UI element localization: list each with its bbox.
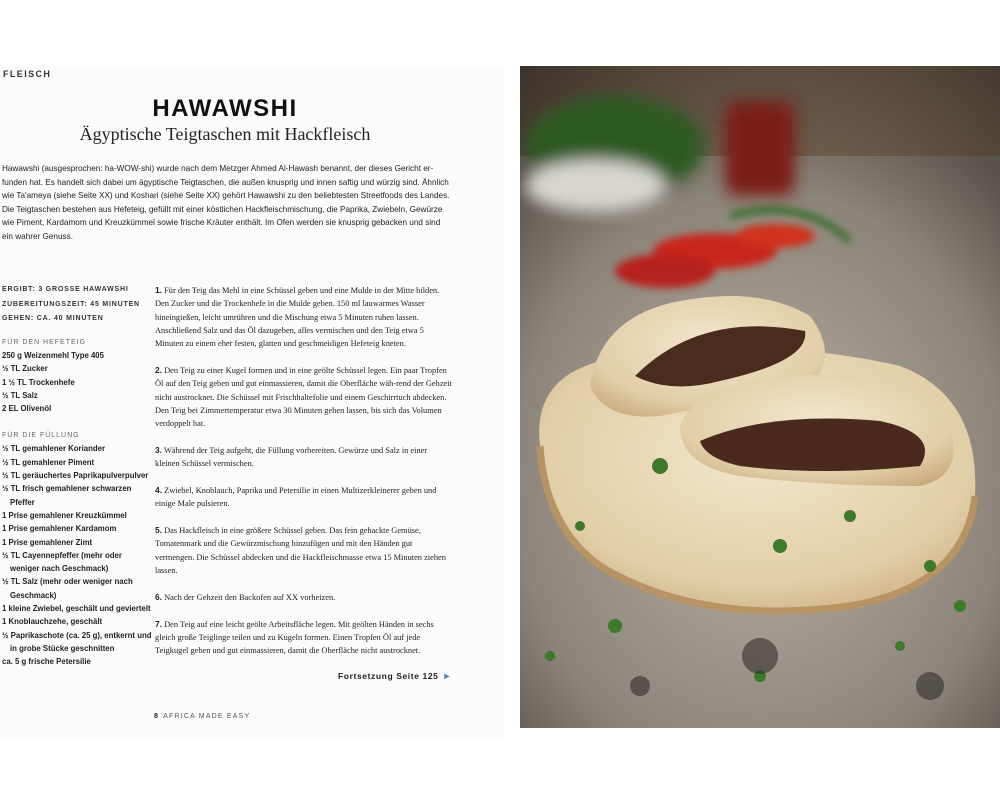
ingredient-item: ½ TL geräuchertes Paprikapulverpulver [2,471,149,481]
step-number: 4. [155,485,162,496]
ingredient-item: ½ Paprikaschote (ca. 25 g), entkernt und in grobe Stücke geschnitten [2,630,152,653]
step-text: Nach der Gehzeit den Backofen auf XX vorheizen. [164,592,336,602]
step-number: 6. [155,591,162,602]
hawawshi-photo-illustration [520,66,1000,728]
method-step [155,618,453,658]
ingredient-item: 1 Prise gemahlener Kardamom [2,524,117,534]
food-photo [520,66,1000,728]
rest-time-line: GEHEN: CA. 40 MINUTEN [2,315,104,322]
dough-heading: FÜR DEN HEFETEIG [2,339,87,346]
page-footer [154,713,250,720]
step-number: 2. [155,364,162,375]
ingredient-item: 1 Prise gemahlener Kreuzkümmel [2,510,127,520]
dough-items [2,349,152,415]
step-number: 5. [155,525,162,536]
continue-label: Fortsetzung Seite 125 [338,671,439,681]
step-text: Für den Teig das Mehl in eine Schüssel geben und eine Mulde in der Mitte bilden. Den Zucker und die Trockenhefe in die Mulde geben. 150 ml lauwarmes Wasser hineingießen, leicht umrühren und die Mischung etwa 5 Minuten ruhen lassen. Anschließend Salz und das Öl dazugeben, alles vermischen und den Teig etwa 5 Minuten zu einem eher festen, glatten und geschmeidigen Hefeteig kneten. [155,286,440,349]
step-text: Zwiebel, Knoblauch, Paprika und Petersilie in einen Multizerkleinerer geben und einige Male pulsieren. [155,486,437,509]
ingredient-item: ca. 5 g frische Petersilie [2,657,91,667]
step-number: 7. [155,618,162,629]
step-number: 1. [155,285,162,295]
step-text: Das Hackfleisch in eine größere Schüssel geben. Das fein gehackte Gemüse, Tomatenmark und die Gewürzmischung hinzufügen und mit den Händen gut vermengen. Die Schüssel abdecken und die Hackfleischmasse etwa 15 Minuten ziehen lassen. [155,526,446,576]
ingredient-item: 1 kleine Zwiebel, geschält und geviertelt [2,604,151,614]
ingredient-item: ½ TL Zucker [2,364,48,374]
recipe-intro: Hawawshi (ausgesprochen: ha-WOW-shi) wurde nach dem Metzger Ahmed Al-Hawash benannt, der dieses Gericht er-funden hat. Es handelt sich dabei um ägyptische Teigtaschen, die außen knusprig und innen saftig und würzig sind. Ähnlich wie Ta'ameya (siehe Seite XX) und Koshari (siehe Seite XX) gehört Hawawshi zu den beliebtesten Streetfoods des Landes. Die Teigtaschen bestehen aus Hefeteig, gefüllt mit einer köstlichen Hackfleischmischung, die Paprika, Zwiebeln, Gewürze wie Piment, Kardamom und Kreuzkümmel sowie frische Kräuter enthält. Im Ofen werden sie knusprig gebacken und sind ein wahrer Genuss. [2,164,450,241]
method-steps [155,284,453,671]
ingredient-item: ½ TL gemahlener Piment [2,457,95,467]
ingredient-item: 1 Knoblauchzehe, geschält [2,617,103,627]
step-text: Den Teig zu einer Kugel formen und in eine geölte Schüssel legen. Ein paar Tropfen Öl auf den Teig geben und gut einmassieren, damit die Oberfläche wäh-rend der Gehzeit nicht austrocknet. Die Schüssel mit Frischhaltefolie und einem Geschirrtuch abdecken. Den Teig bei Zimmertemperatur etwa 30 Minuten gehen lassen, bis sich das Volumen verdoppelt hat. [155,365,452,429]
ingredient-item: 1 Prise gemahlener Zimt [2,537,93,547]
method-step [155,591,453,604]
section-label: FLEISCH [3,69,52,79]
filling-items [2,442,152,668]
method-step [155,524,453,577]
step-text: Während der Teig aufgeht, die Füllung vorbereiten. Gewürze und Salz in einer kleinen Schüssel vermischen. [155,445,428,469]
ingredient-item: 250 g Weizenmehl Type 405 [2,351,104,360]
ingredient-item: ½ TL Salz (mehr oder weniger nach Geschmack) [2,577,133,600]
arrow-right-icon: ► [442,671,452,681]
ingredient-item: ½ TL gemahlener Koriander [2,444,105,454]
recipe-title: HAWAWSHI [152,95,298,122]
recipe-subtitle: Ägyptische Teigtaschen mit Hackfleisch [79,124,371,144]
ingredient-item: 1 ½ TL Trockenhefe [2,377,75,387]
method-step [155,444,453,471]
page-number: 8 [154,713,160,720]
recipe-meta [2,283,142,327]
method-step [155,484,453,511]
ingredient-item: 2 EL Olivenöl [2,404,52,414]
step-text: Den Teig auf eine leicht geölte Arbeitsfläche legen. Mit geölten Händen in sechs gleich große Teiglinge teilen und zu Kugeln formen. Einen Tropfen Öl auf jede Teigkugel geben und gut einmassieren, damit die Oberfläche nicht austrocknet. [155,619,434,656]
filling-heading: FÜR DIE FÜLLUNG [2,432,80,440]
continue-note [300,671,452,681]
yield-line: ERGIBT: 3 GROSSE HAWAWSHI [2,286,129,293]
ingredients-list [2,336,152,669]
prep-time-line: ZUBEREITUNGSZEIT: 45 MINUTEN [2,300,140,308]
ingredient-item: ½ TL frisch gemahlener schwarzen Pfeffer [2,484,132,507]
ingredient-item: ½ TL Cayennepfeffer (mehr oder weniger nach Geschmack) [2,550,122,574]
method-step [155,364,453,430]
method-step [155,284,453,350]
ingredient-item: ½ TL Salz [2,390,38,400]
book-title: AFRICA MADE EASY [163,713,251,720]
step-number: 3. [155,444,162,455]
